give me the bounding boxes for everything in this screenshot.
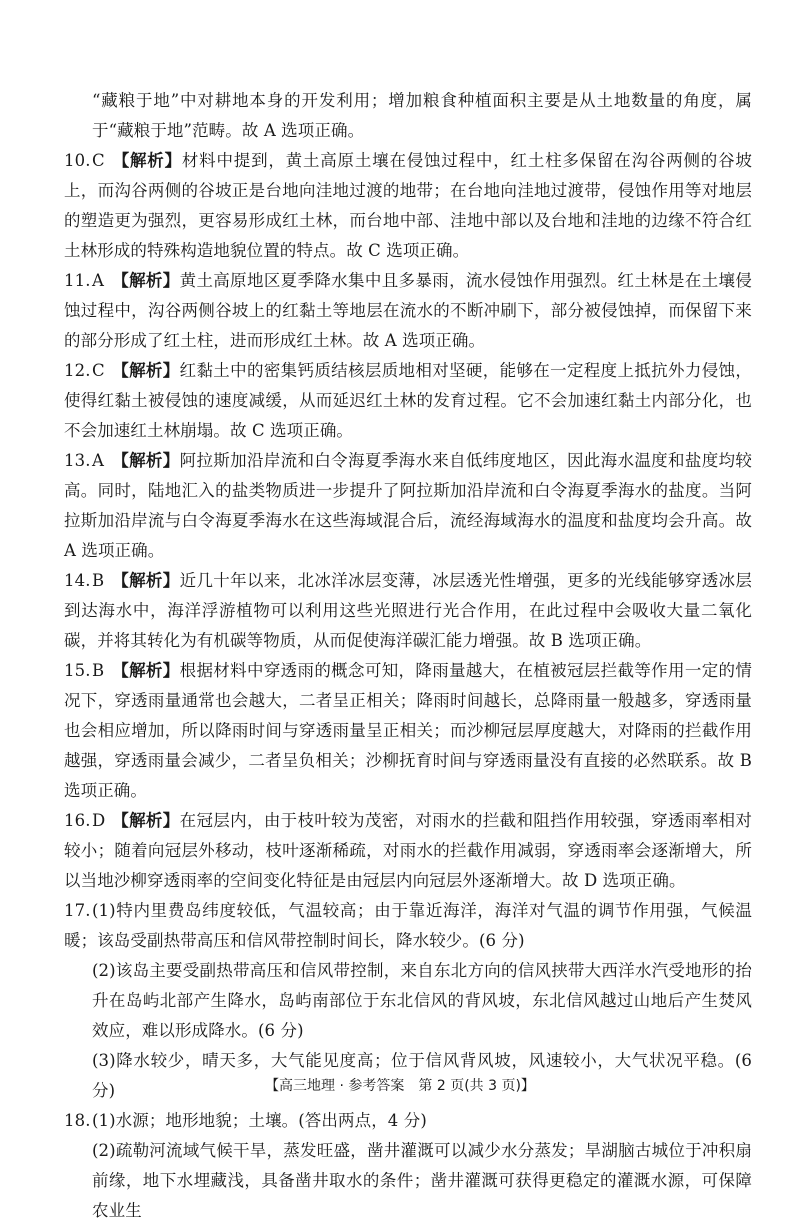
- explanation-text: 近几十年以来，北冰洋冰层变薄，冰层透光性增强，更多的光线能够穿透冰层到达海水中，海洋浮游植物可以利用这些光照进行光合作用，在此过程中会吸收大量二氧化碳，并将其转化为有机碳等物质，从而促使海洋碳汇能力增强。故 B 选项正确。: [64, 571, 752, 650]
- q17-part-2: (2)该岛主要受副热带高压和信风带控制，来自东北方向的信风挟带大西洋水汽受地形的抬升在岛屿北部产生降水，岛屿南部位于东北信风的背风坡，东北信风越过山地后产生焚风效应，难以形成降水。(6 分): [92, 961, 752, 1040]
- answer-page: [64, 86, 752, 1226]
- q18-part-1-text: (1)水源；地形地貌；土壤。(答出两点，4 分): [92, 1111, 427, 1130]
- analysis-tag: 【解析】: [112, 451, 180, 470]
- item-number: 10.: [64, 151, 91, 170]
- explanation-text: 黄土高原地区夏季降水集中且多暴雨，流水侵蚀作用强烈。红土林是在土壤侵蚀过程中，沟谷两侧谷坡上的红黏土等地层在流水的不断冲刷下，部分被侵蚀掉，而保留下来的部分形成了红土柱，进而形成红土林。故 A 选项正确。: [64, 271, 752, 350]
- answer-item: [64, 806, 752, 896]
- answer-item-18: [64, 1106, 752, 1226]
- answer-item: [64, 656, 752, 806]
- answer-item: [64, 446, 752, 566]
- explanation-text: 根据材料中穿透雨的概念可知，降雨量越大，在植被冠层拦截等作用一定的情况下，穿透雨量通常也会越大，二者呈正相关；降雨时间越长，总降雨量一般越多，穿透雨量也会相应增加，所以降雨时间与穿透雨量呈正相关；而沙柳冠层厚度越大，对降雨的拦截作用越强，穿透雨量会减少，二者呈负相关；沙柳抚育时间与穿透雨量没有直接的必然联系。故 B 选项正确。: [64, 661, 752, 800]
- explanation-text: 阿拉斯加沿岸流和白令海夏季海水来自低纬度地区，因此海水温度和盐度均较高。同时，陆地汇入的盐类物质进一步提升了阿拉斯加沿岸流和白令海夏季海水的盐度。当阿拉斯加沿岸流与白令海夏季海水在这些海域混合后，流经海域海水的温度和盐度均会升高。故 A 选项正确。: [64, 451, 752, 560]
- answer-letter: A: [92, 451, 105, 470]
- answer-item-text: [64, 656, 752, 806]
- analysis-tag: 【解析】: [112, 571, 180, 590]
- answer-item-text: [64, 806, 752, 896]
- item-number: 15.: [64, 661, 91, 680]
- answer-item-text: [64, 446, 752, 566]
- item-number: 12.: [64, 361, 91, 380]
- answer-item: [64, 566, 752, 656]
- intro-paragraph: “藏粮于地”中对耕地本身的开发利用；增加粮食种植面积主要是从土地数量的角度，属于“藏粮于地”范畴。故 A 选项正确。: [92, 91, 752, 140]
- answer-letter: C: [92, 151, 105, 170]
- answer-letter: A: [92, 271, 105, 290]
- answer-item: [64, 146, 752, 266]
- analysis-tag: 【解析】: [112, 361, 180, 380]
- item-number: 16.: [64, 811, 91, 830]
- q17-part-1: [64, 896, 752, 956]
- answer-item-text: [64, 566, 752, 656]
- item-number: 14.: [64, 571, 91, 590]
- analysis-tag: 【解析】: [112, 271, 180, 290]
- answer-item-text: [64, 266, 752, 356]
- item-number: 11.: [64, 271, 91, 290]
- answer-letter: B: [92, 661, 105, 680]
- explanation-text: 在冠层内，由于枝叶较为茂密，对雨水的拦截和阻挡作用较强，穿透雨率相对较小；随着向冠层外移动，枝叶逐渐稀疏，对雨水的拦截作用减弱，穿透雨率会逐渐增大，所以当地沙柳穿透雨率的空间变化特征是由冠层内向冠层外逐渐增大。故 D 选项正确。: [64, 811, 752, 890]
- item-number: 13.: [64, 451, 91, 470]
- item-number: 18.: [64, 1111, 91, 1130]
- q18-part-1: [64, 1106, 752, 1136]
- explanation-text: 红黏土中的密集钙质结核层质地相对坚硬，能够在一定程度上抵抗外力侵蚀，使得红黏土被侵蚀的速度减缓，从而延迟红土林的发育过程。它不会加速红黏土内部分化，也不会加速红土林崩塌。故 C 选项正确。: [64, 361, 752, 440]
- q17-part-1-text: (1)特内里费岛纬度较低，气温较高；由于靠近海洋，海洋对气温的调节作用强，气候温暖；该岛受副热带高压和信风带控制时间长，降水较少。(6 分): [64, 901, 752, 950]
- page-footer: 【高三地理 · 参考答案 第 2 页(共 3 页)】: [265, 1078, 535, 1094]
- answer-item-text: [64, 146, 752, 266]
- item-number: 17.: [64, 901, 91, 920]
- analysis-tag: 【解析】: [112, 151, 182, 170]
- answer-letter: B: [92, 571, 105, 590]
- answer-items: [64, 146, 752, 896]
- answer-letter: D: [92, 811, 106, 830]
- answer-item-text: [64, 356, 752, 446]
- answer-letter: C: [92, 361, 105, 380]
- answer-item: [64, 266, 752, 356]
- q18-part-2: (2)疏勒河流域气候干旱，蒸发旺盛，凿井灌溉可以减少水分蒸发；旱湖脑古城位于冲积扇前缘，地下水埋藏浅，具备凿井取水的条件；凿井灌溉可获得更稳定的灌溉水源，可保障农业生: [92, 1141, 752, 1220]
- analysis-tag: 【解析】: [112, 811, 180, 830]
- answer-item: [64, 356, 752, 446]
- explanation-text: 材料中提到，黄土高原土壤在侵蚀过程中，红土柱多保留在沟谷两侧的谷坡上，而沟谷两侧的谷坡正是台地向洼地过渡的地带；在台地向洼地过渡带，侵蚀作用等对地层的塑造更为强烈，更容易形成红土林，而台地中部、洼地中部以及台地和洼地的边缘不符合红土林形成的特殊构造地貌位置的特点。故 C 选项正确。: [64, 151, 752, 260]
- q17-part-3: (3)降水较少，晴天多，大气能见度高；位于信风背风坡，风速较小，大气状况平稳。(6 分): [92, 1051, 752, 1100]
- analysis-tag: 【解析】: [112, 661, 180, 680]
